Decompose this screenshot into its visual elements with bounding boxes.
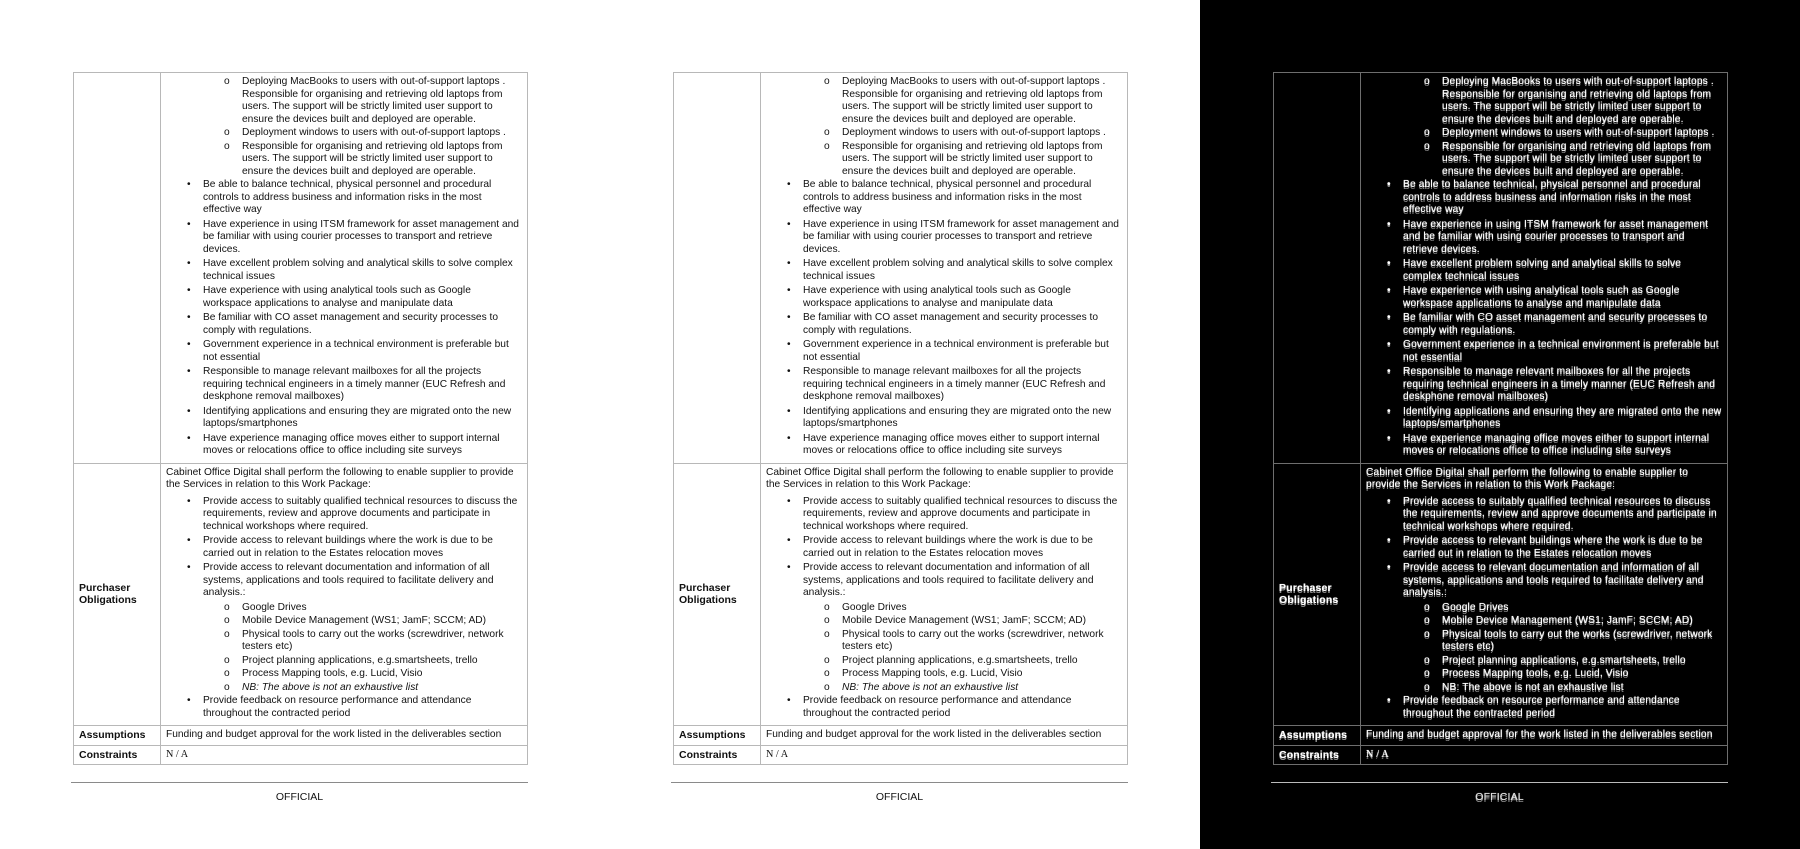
list-item: o Process Mapping tools, e.g. Lucid, Visio — [766, 668, 1122, 681]
table-row — [74, 726, 528, 746]
list-item: • Have experience with using analytical tools such as Google workspace applications to analyse and manipulate data — [766, 285, 1122, 310]
list-item: • Provide access to relevant buildings where the work is due to be carried out in relation to the Estates relocation moves — [166, 535, 522, 560]
list-item: o Responsible for organising and retrieving old laptops from users. The support will be strictly limited user support to ensure the devices built and deployed are operable. — [766, 141, 1122, 179]
requirements-content-cell — [161, 73, 528, 464]
list-item: • Government experience in a technical environment is preferable but not essential — [1366, 339, 1722, 364]
table-row — [674, 745, 1128, 765]
list-item: • Government experience in a technical environment is preferable but not essential — [766, 339, 1122, 364]
list-item: o Deployment windows to users with out-of-support laptops . — [166, 127, 522, 140]
list-item: • Have experience managing office moves either to support internal moves or relocations office to office including site surveys — [166, 433, 522, 458]
requirements-label-cell — [74, 73, 161, 464]
table-row — [74, 73, 528, 464]
list-item: • Have experience in using ITSM framework for asset management and be familiar with using courier processes to transport and retrieve devices. — [766, 219, 1122, 257]
list-item: • Provide feedback on resource performance and attendance throughout the contracted period — [166, 695, 522, 720]
list-item: • Have experience managing office moves either to support internal moves or relocations office to office including site surveys — [1366, 433, 1722, 458]
assumptions-text: Funding and budget approval for the work listed in the deliverables section — [1361, 726, 1728, 746]
purchaser-obligations-content — [761, 463, 1128, 726]
list-item: o Google Drives — [1366, 602, 1722, 615]
list-item: • Responsible to manage relevant mailboxes for all the projects requiring technical engineers in a timely manner (EUC Refresh and deskphone removal mailboxes) — [166, 366, 522, 404]
list-item: • Be familiar with CO asset management and security processes to comply with regulations. — [1366, 312, 1722, 337]
list-item: o Project planning applications, e.g.smartsheets, trello — [1366, 655, 1722, 668]
table-row — [1274, 463, 1728, 726]
list-item: • Provide access to suitably qualified technical resources to discuss the requirements, review and approve documents and participate in technical workshops where required. — [1366, 496, 1722, 534]
list-item: o Project planning applications, e.g.smartsheets, trello — [166, 655, 522, 668]
purchaser-obligations-label: Purchaser Obligations — [74, 463, 161, 726]
list-item: o Deploying MacBooks to users with out-of-support laptops . Responsible for organising and retrieving old laptops from users. The support will be strictly limited user support to ensure the devices built and deployed are operable. — [1366, 76, 1722, 126]
list-item: • Provide access to relevant buildings where the work is due to be carried out in relation to the Estates relocation moves — [1366, 535, 1722, 560]
list-item: o Mobile Device Management (WS1; JamF; SCCM; AD) — [166, 615, 522, 628]
list-item: • Have experience in using ITSM framework for asset management and be familiar with using courier processes to transport and retrieve devices. — [1366, 219, 1722, 257]
list-item: o Responsible for organising and retrieving old laptops from users. The support will be strictly limited user support to ensure the devices built and deployed are operable. — [166, 141, 522, 179]
constraints-label: Constraints — [74, 745, 161, 765]
list-item — [166, 682, 522, 695]
list-item: • Government experience in a technical environment is preferable but not essential — [166, 339, 522, 364]
requirements-content-cell — [1361, 73, 1728, 464]
purchaser-obligations-content — [1361, 463, 1728, 726]
list-item: o Physical tools to carry out the works (screwdriver, network testers etc) — [1366, 629, 1722, 654]
list-item: o Deploying MacBooks to users with out-of-support laptops . Responsible for organising and retrieving old laptops from users. The support will be strictly limited user support to ensure the devices built and deployed are operable. — [166, 76, 522, 126]
purchaser-intro: Cabinet Office Digital shall perform the following to enable supplier to provide the Services in relation to this Work Package: — [166, 466, 514, 490]
list-item: • Provide access to relevant documentation and information of all systems, applications and tools required to facilitate delivery and analysis.: — [166, 562, 522, 600]
requirements-label-cell — [674, 73, 761, 464]
table-row — [1274, 726, 1728, 746]
nb-note: NB: The above is not an exhaustive list — [1442, 681, 1624, 693]
requirements-content-cell — [761, 73, 1128, 464]
list-item: • Responsible to manage relevant mailboxes for all the projects requiring technical engineers in a timely manner (EUC Refresh and deskphone removal mailboxes) — [766, 366, 1122, 404]
list-item: o Project planning applications, e.g.smartsheets, trello — [766, 655, 1122, 668]
list-item: o Deployment windows to users with out-of-support laptops . — [1366, 127, 1722, 140]
assumptions-label: Assumptions — [74, 726, 161, 746]
list-item: • Provide feedback on resource performance and attendance throughout the contracted period — [766, 695, 1122, 720]
list-item: • Provide access to suitably qualified technical resources to discuss the requirements, review and approve documents and participate in technical workshops where required. — [766, 496, 1122, 534]
requirements-table — [73, 72, 528, 765]
list-item: • Identifying applications and ensuring they are migrated onto the new laptops/smartphones — [766, 406, 1122, 431]
assumptions-label: Assumptions — [1274, 726, 1361, 746]
table-row — [74, 463, 528, 726]
list-item: o Physical tools to carry out the works (screwdriver, network testers etc) — [766, 629, 1122, 654]
list-item: • Have excellent problem solving and analytical skills to solve complex technical issues — [766, 258, 1122, 283]
list-item: • Provide access to relevant documentation and information of all systems, applications and tools required to facilitate delivery and analysis.: — [766, 562, 1122, 600]
assumptions-text: Funding and budget approval for the work listed in the deliverables section — [761, 726, 1128, 746]
list-item: • Be familiar with CO asset management and security processes to comply with regulations. — [766, 312, 1122, 337]
table-row — [674, 726, 1128, 746]
list-item: • Be able to balance technical, physical personnel and procedural controls to address business and information risks in the most effective way — [766, 179, 1122, 217]
table-row — [1274, 73, 1728, 464]
list-item: • Have experience managing office moves either to support internal moves or relocations office to office including site surveys — [766, 433, 1122, 458]
list-item: • Have experience in using ITSM framework for asset management and be familiar with using courier processes to transport and retrieve devices. — [166, 219, 522, 257]
constraints-text: N / A — [761, 745, 1128, 765]
requirements-table — [1273, 72, 1728, 765]
page-panel-inverted — [1200, 0, 1800, 849]
nb-note: NB: The above is not an exhaustive list — [242, 681, 419, 693]
footer-divider — [1271, 782, 1728, 783]
list-item: o Mobile Device Management (WS1; JamF; SCCM; AD) — [1366, 615, 1722, 628]
list-item: o Process Mapping tools, e.g. Lucid, Visio — [166, 668, 522, 681]
constraints-text: N / A — [1361, 745, 1728, 765]
list-item: o Google Drives — [166, 602, 522, 615]
constraints-label: Constraints — [1274, 745, 1361, 765]
list-item: • Provide access to relevant buildings where the work is due to be carried out in relation to the Estates relocation moves — [766, 535, 1122, 560]
purchaser-obligations-label: Purchaser Obligations — [1274, 463, 1361, 726]
list-item: o Deployment windows to users with out-of-support laptops . — [766, 127, 1122, 140]
list-item: • Have experience with using analytical tools such as Google workspace applications to analyse and manipulate data — [166, 285, 522, 310]
list-item: • Responsible to manage relevant mailboxes for all the projects requiring technical engineers in a timely manner (EUC Refresh and deskphone removal mailboxes) — [1366, 366, 1722, 404]
list-item — [1366, 682, 1722, 695]
footer-divider — [71, 782, 528, 783]
list-item: • Be familiar with CO asset management and security processes to comply with regulations. — [166, 312, 522, 337]
page-panel-original — [0, 0, 600, 849]
list-item: o Deploying MacBooks to users with out-of-support laptops . Responsible for organising and retrieving old laptops from users. The support will be strictly limited user support to ensure the devices built and deployed are operable. — [766, 76, 1122, 126]
list-item: • Have experience with using analytical tools such as Google workspace applications to analyse and manipulate data — [1366, 285, 1722, 310]
list-item: • Identifying applications and ensuring they are migrated onto the new laptops/smartphones — [1366, 406, 1722, 431]
requirements-label-cell — [1274, 73, 1361, 464]
table-row — [74, 745, 528, 765]
requirements-table — [673, 72, 1128, 765]
page-panel-copy — [600, 0, 1200, 849]
list-item: o Responsible for organising and retrieving old laptops from users. The support will be strictly limited user support to ensure the devices built and deployed are operable. — [1366, 141, 1722, 179]
list-item: • Provide access to relevant documentation and information of all systems, applications and tools required to facilitate delivery and analysis.: — [1366, 562, 1722, 600]
list-item: o Process Mapping tools, e.g. Lucid, Visio — [1366, 668, 1722, 681]
list-item: • Provide feedback on resource performance and attendance throughout the contracted period — [1366, 695, 1722, 720]
purchaser-obligations-label: Purchaser Obligations — [674, 463, 761, 726]
list-item: o Mobile Device Management (WS1; JamF; SCCM; AD) — [766, 615, 1122, 628]
list-item — [766, 682, 1122, 695]
constraints-label: Constraints — [674, 745, 761, 765]
assumptions-label: Assumptions — [674, 726, 761, 746]
list-item: • Identifying applications and ensuring they are migrated onto the new laptops/smartphones — [166, 406, 522, 431]
table-row — [1274, 745, 1728, 765]
purchaser-intro: Cabinet Office Digital shall perform the following to enable supplier to provide the Services in relation to this Work Package: — [766, 466, 1114, 490]
list-item: • Have excellent problem solving and analytical skills to solve complex technical issues — [166, 258, 522, 283]
nb-note: NB: The above is not an exhaustive list — [842, 681, 1019, 693]
assumptions-text: Funding and budget approval for the work listed in the deliverables section — [161, 726, 528, 746]
list-item: o Physical tools to carry out the works (screwdriver, network testers etc) — [166, 629, 522, 654]
list-item: o Google Drives — [766, 602, 1122, 615]
list-item: • Be able to balance technical, physical personnel and procedural controls to address business and information risks in the most effective way — [166, 179, 522, 217]
footer-classification: OFFICIAL — [275, 791, 324, 803]
table-row — [674, 463, 1128, 726]
list-item: • Provide access to suitably qualified technical resources to discuss the requirements, review and approve documents and participate in technical workshops where required. — [166, 496, 522, 534]
purchaser-obligations-content — [161, 463, 528, 726]
list-item: • Have excellent problem solving and analytical skills to solve complex technical issues — [1366, 258, 1722, 283]
footer-classification: OFFICIAL — [875, 791, 924, 803]
footer-classification: OFFICIAL — [1475, 791, 1524, 803]
table-row — [674, 73, 1128, 464]
list-item: • Be able to balance technical, physical personnel and procedural controls to address business and information risks in the most effective way — [1366, 179, 1722, 217]
constraints-text: N / A — [161, 745, 528, 765]
footer-divider — [671, 782, 1128, 783]
purchaser-intro: Cabinet Office Digital shall perform the following to enable supplier to provide the Services in relation to this Work Package: — [1366, 466, 1689, 490]
